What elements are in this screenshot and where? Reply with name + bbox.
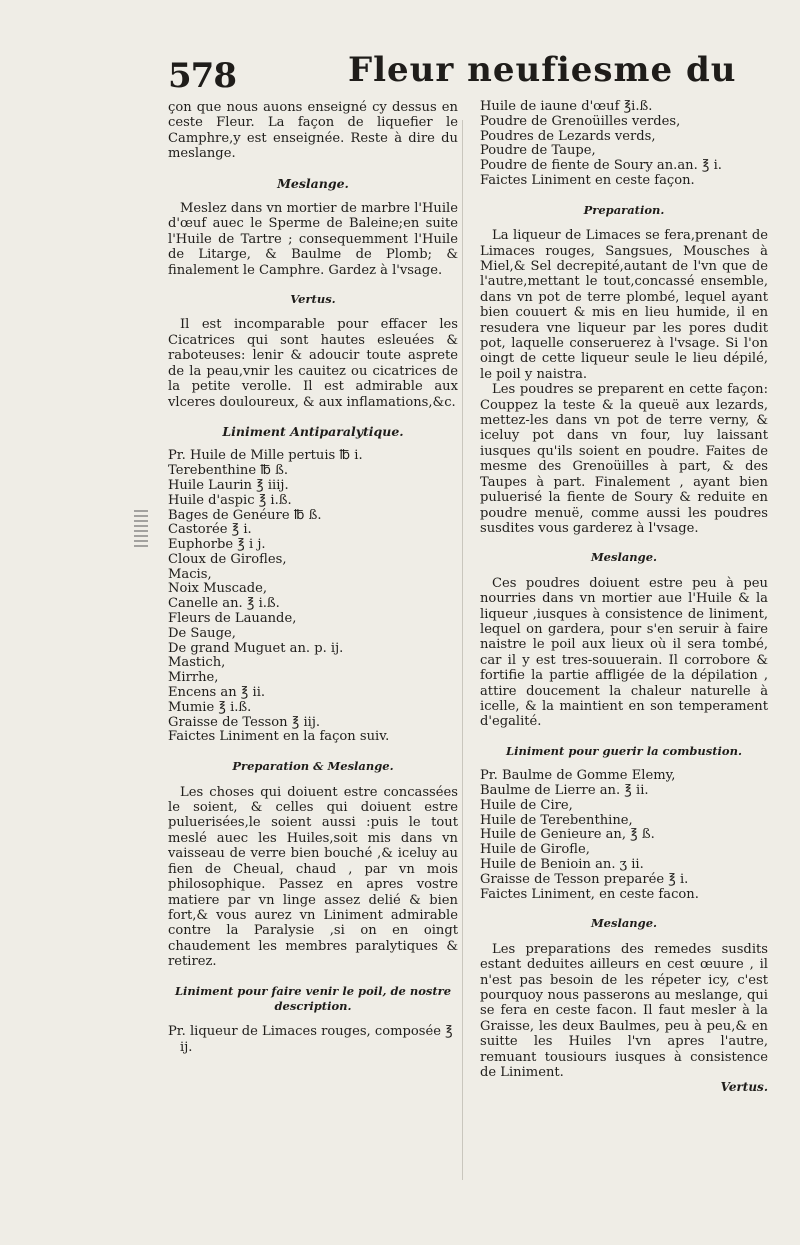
section-heading-meslange: Meslange. (277, 175, 349, 191)
section-heading-liniment-antiparalytique: Liniment Antiparalytique. (222, 423, 404, 439)
list-item: Macis, (168, 566, 212, 582)
list-item: Graisse de Tesson ℥ iij. (168, 714, 321, 730)
list-item: Huile de Genieure an, ℥ ß. (480, 827, 655, 843)
preparation-paragraph: Les choses qui doiuent estre concassées le soient, & celles qui doiuent estre puluerisées,le soient aussi :puis le tout meslé auec les Huiles,soit mis dans vn vaisseau de verre bien bouché ,& iceluy au fien de Cheual, chaud , par vn mois philosophique. Passez en apres vostre matiere par vn linge assez delié & bien fort,& vous aurez vn Liniment admirable contre la Paralysie ,si on en oingt chaudement les membres paralytiques & retirez. (168, 784, 458, 970)
preparation-paragraph-2: Les poudres se preparent en cette façon: Couppez la teste & la queuë aux lezards, mettez-les dans vn pot de terre verny, & iceluy pot dans vn four, luy laissant iusques qu'ils soient en poudre. Faites de mesme des Grenoüilles à part, & des Taupes à part. Finalement , ayant bien puluerisé la fiente de Soury & reduite en poudre menuë, comme aussi les poudres susdites vous garderez à l'vsage. (480, 382, 768, 536)
list-item: Noix Muscade, (168, 581, 268, 597)
list-item: Faictes Liniment, en ceste facon. (480, 886, 699, 902)
list-item: Baulme de Lierre an. ℥ ii. (480, 782, 649, 798)
meslange-paragraph: Meslez dans vn mortier de marbre l'Huile d'œuf auec le Sperme de Baleine;en suite l'Huile de Tartre ; consequemment l'Huile de Litarge, & Baulme de Plomb; & finalement le Camphre. Gardez à l'vsage. (168, 201, 458, 278)
catchword: Vertus. (720, 1080, 768, 1095)
gutter-shadow (462, 120, 463, 1180)
list-item: Huile d'aspic ℥ i.ß. (168, 492, 292, 508)
section-heading-liniment-poil: Liniment pour faire venir le poil, de nostre description. (174, 983, 452, 1013)
list-item: Poudre de fiente de Soury an.an. ℥ i. (480, 158, 722, 174)
section-heading-liniment-combustion: Liniment pour guerir la combustion. (506, 743, 742, 758)
list-item: Huile de Cire, (480, 797, 573, 813)
intro-paragraph: çon que nous auons enseigné cy dessus en ceste Fleur. La façon de liquefier le Camphre,y est enseignée. Reste à dire du meslange. (168, 100, 458, 162)
list-item: Huile de Girofle, (480, 842, 590, 858)
list-item: De grand Muguet an. p. ij. (168, 640, 344, 656)
section-heading-meslange-2: Meslange. (590, 916, 658, 931)
section-heading-preparation: Preparation. (583, 202, 665, 217)
list-item: Faictes Liniment en ceste façon. (480, 172, 695, 188)
list-item: Terebenthine ℔ ß. (168, 463, 289, 479)
list-item: Castorée ℥ i. (168, 522, 252, 538)
list-item: Mumie ℥ i.ß. (168, 699, 252, 715)
ingredient-list-combustion (480, 769, 768, 902)
left-column (168, 100, 458, 1055)
margin-ornament (134, 510, 148, 550)
list-item: Poudre de Taupe, (480, 143, 596, 159)
list-item: Huile de Benioin an. ʒ ii. (480, 856, 644, 872)
section-heading-vertus: Vertus. (290, 292, 336, 307)
list-item: Pr. Baulme de Gomme Elemy, (480, 768, 676, 784)
list-item: Bages de Genéure ℔ ß. (168, 507, 322, 523)
page-header (0, 50, 800, 96)
list-item: Huile de iaune d'œuf ℥i.ß. (480, 99, 653, 114)
liniment-poil-paragraph: Pr. liqueur de Limaces rouges, composée ℥ ij. (168, 1024, 453, 1055)
list-item: Graisse de Tesson preparée ℥ i. (480, 871, 689, 887)
right-column (480, 100, 768, 1096)
list-item: Mirrhe, (168, 670, 219, 686)
preparation-paragraph-1: La liqueur de Limaces se fera,prenant de Limaces rouges, Sangsues, Mousches à Miel,& Sel decrepité,autant de l'vn que de l'autre,mettant le tout,concassé ensemble, dans vn pot de terre plombé, lequel ayant bien couuert & mis en lieu humide, il en resudera vne liqueur par les pores dudit pot, laquelle conseruerez à l'vsage. Si l'on oingt de cette liqueur seule le lieu dépilé, le poil y naistra. (480, 228, 768, 382)
ingredient-list-antiparalytique (168, 449, 458, 745)
list-item: De Sauge, (168, 625, 236, 641)
running-title: Fleur neufiesme du (348, 50, 737, 90)
list-item: Fleurs de Lauande, (168, 611, 297, 627)
meslange-right-paragraph: Ces poudres doiuent estre peu à peu nourries dans vn mortier aue l'Huile & la liqueur ,iusques à consistence de liniment, lequel on gardera, pour s'en seruir à faire naistre le poil aux lieux où il sera tombé, car il y est tres-souuerain. Il corrobore & fortifie la partie affligée de la dépilation , attire doucement la chaleur naturelle à icelle, & la maintient en son temperament d'egalité. (480, 575, 768, 730)
meslange-2-paragraph: Les preparations des remedes susdits estant deduites ailleurs en cest œuure , il n'est pas besoin de les répeter icy, c'est pourquoy nous passerons au meslange, qui se fera en ceste facon. Il faut mesler à la Graisse, les deux Baulmes, peu à peu,& en suitte les Huiles l'vn apres l'autre, remuant tousiours iusques à consistence de Liniment. (480, 941, 768, 1081)
list-item: Mastich, (168, 655, 226, 671)
list-item: Poudre de Grenoüilles verdes, (480, 113, 681, 129)
vertus-paragraph: Il est incomparable pour effacer les Cicatrices qui sont hautes esleuées & raboteuses: lenir & adoucir toute asprete de la peau,vnir les cauitez ou cicatrices de la petite verolle. Il est admirable aux vlceres douloureux, & aux inflamations,&c. (168, 317, 458, 410)
list-item: Huile Laurin ℥ iiij. (168, 477, 289, 493)
list-item: Pr. Huile de Mille pertuis ℔ i. (168, 448, 363, 464)
ingredient-list-poil (480, 100, 768, 189)
list-item: Huile de Terebenthine, (480, 812, 633, 828)
section-heading-preparation-meslange: Preparation & Meslange. (232, 759, 394, 774)
list-item: Faictes Liniment en la façon suiv. (168, 729, 390, 745)
page-number: 578 (168, 56, 236, 96)
list-item: Encens an ℥ ii. (168, 685, 266, 701)
list-item: Canelle an. ℥ i.ß. (168, 596, 280, 612)
list-item: Euphorbe ℥ i j. (168, 537, 266, 553)
section-heading-meslange-right: Meslange. (590, 550, 658, 565)
list-item: Poudres de Lezards verds, (480, 128, 656, 144)
list-item: Cloux de Girofles, (168, 551, 287, 567)
